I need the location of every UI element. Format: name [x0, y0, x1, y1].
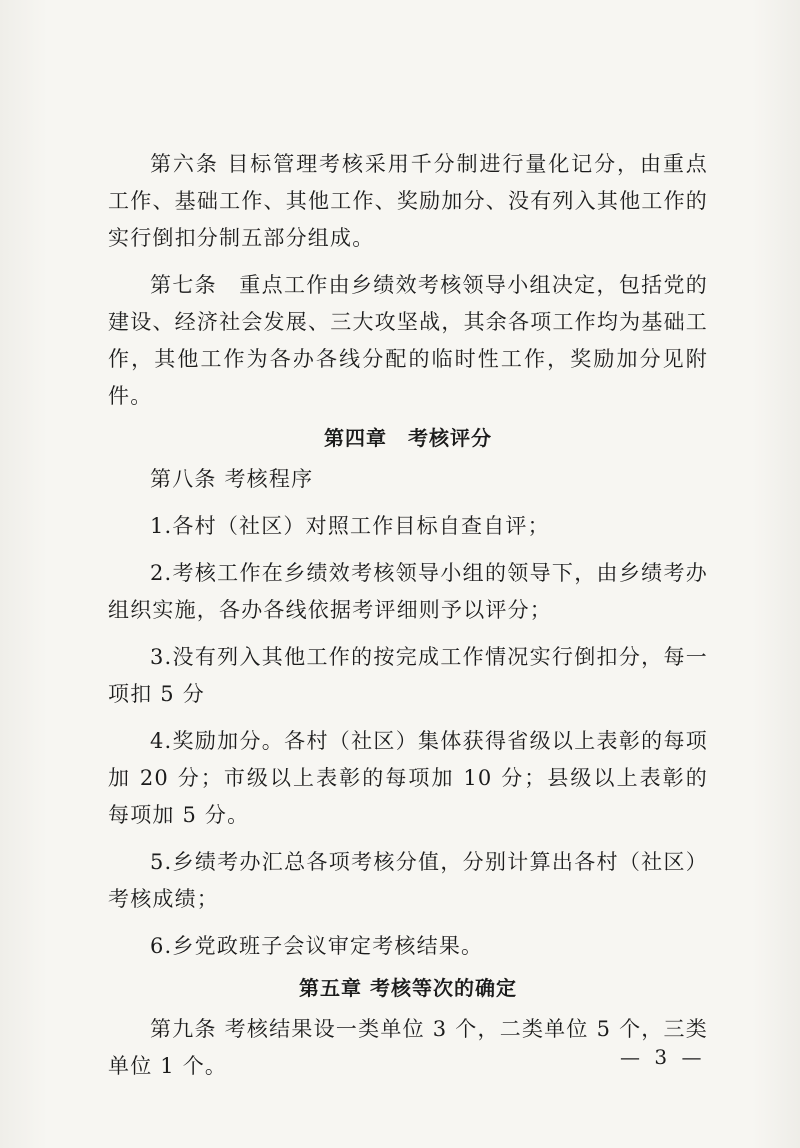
procedure-item-4: 4.奖励加分。各村（社区）集体获得省级以上表彰的每项加 20 分；市级以上表彰的每项加 10 分；县级以上表彰的每项加 5 分。: [108, 729, 708, 827]
article-6: 第六条 目标管理考核采用千分制进行量化记分，由重点工作、基础工作、其他工作、奖励加分、没有列入其他工作的实行倒扣分制五部分组成。: [108, 152, 708, 250]
procedure-item-6: 6.乡党政班子会议审定考核结果。: [150, 934, 484, 958]
chapter-4-heading: 第四章 考核评分: [324, 426, 492, 450]
procedure-item-3: 3.没有列入其他工作的按完成工作情况实行倒扣分，每一项扣 5 分: [108, 645, 708, 706]
procedure-item-1: 1.各村（社区）对照工作目标自查自评；: [150, 514, 550, 538]
chapter-5-heading: 第五章 考核等次的确定: [299, 976, 517, 1000]
page-number: — 3 —: [620, 1045, 706, 1069]
document-body: [108, 146, 708, 1085]
procedure-item-2: 2.考核工作在乡绩效考核领导小组的领导下，由乡绩考办组织实施，各办各线依据考评细则予以评分；: [108, 561, 708, 622]
article-7: 第七条 重点工作由乡绩效考核领导小组决定，包括党的建设、经济社会发展、三大攻坚战，其余各项工作均为基础工作，其他工作为各办各线分配的临时性工作，奖励加分见附件。: [108, 273, 708, 408]
article-9: 第九条 考核结果设一类单位 3 个，二类单位 5 个，三类单位 1 个。: [108, 1017, 708, 1078]
article-8: 第八条 考核程序: [150, 467, 314, 491]
procedure-item-5: 5.乡绩考办汇总各项考核分值，分别计算出各村（社区）考核成绩；: [108, 850, 708, 911]
